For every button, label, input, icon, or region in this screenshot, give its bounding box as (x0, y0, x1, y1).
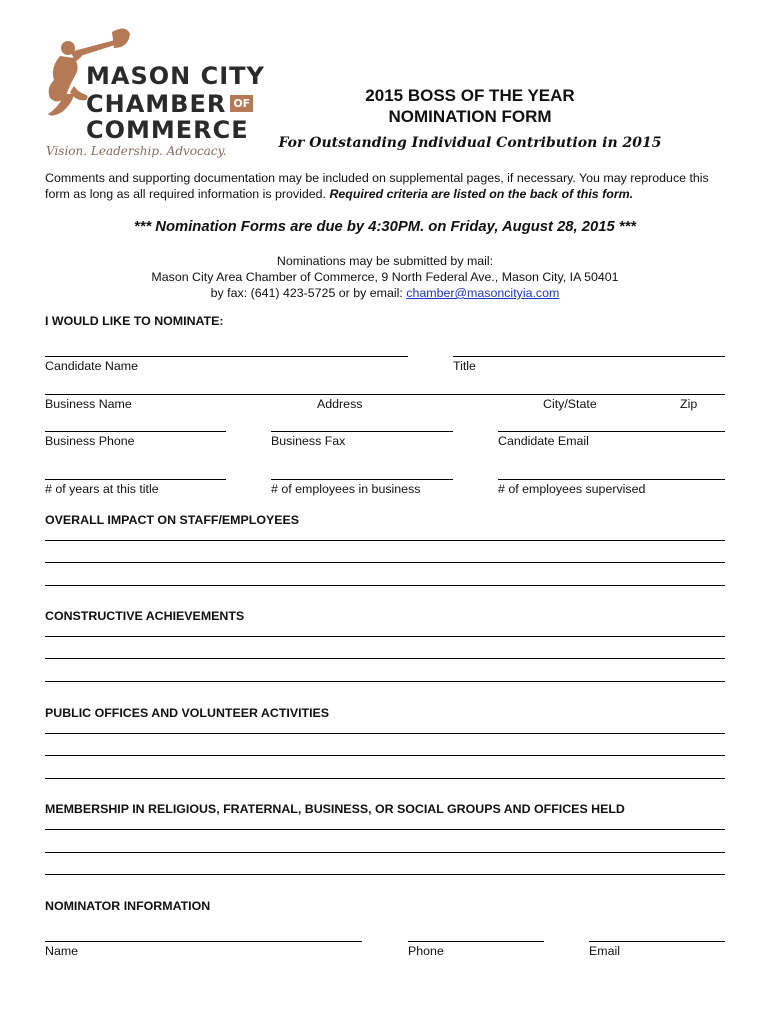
achievements-answer-line[interactable] (45, 658, 725, 659)
address-label: Address (317, 397, 363, 411)
submission-fax: by fax: (641) 423-5725 or by email: (210, 286, 407, 300)
candidate-email-label: Candidate Email (498, 434, 589, 448)
nominator-name-label: Name (45, 944, 79, 958)
business-address-field[interactable] (45, 394, 725, 395)
nominator-name-field[interactable] (45, 941, 362, 942)
intro-text: Comments and supporting documentation may be included on supplemental pages, if necessary. You may reproduce this form as long as all required information is provided. (45, 171, 709, 201)
employees-supervised-label: # of employees supervised (498, 482, 646, 496)
zip-label: Zip (680, 397, 698, 411)
logo-of-badge: OF (230, 95, 253, 112)
submission-line3 (45, 285, 725, 301)
employees-in-business-field[interactable] (271, 479, 453, 480)
impact-answer-line[interactable] (45, 585, 725, 586)
business-phone-field[interactable] (45, 431, 226, 432)
title-label: Title (453, 359, 476, 373)
submission-info (45, 253, 725, 301)
candidate-name-label: Candidate Name (45, 359, 138, 373)
logo-text-line1: MASON CITY (86, 62, 265, 90)
membership-heading: MEMBERSHIP IN RELIGIOUS, FRATERNAL, BUSINESS, OR SOCIAL GROUPS AND OFFICES HELD (45, 802, 625, 816)
nominator-phone-field[interactable] (408, 941, 544, 942)
impact-answer-line[interactable] (45, 540, 725, 541)
public-offices-heading: PUBLIC OFFICES AND VOLUNTEER ACTIVITIES (45, 706, 330, 720)
business-phone-label: Business Phone (45, 434, 135, 448)
membership-answer-line[interactable] (45, 874, 725, 875)
chamber-email-link[interactable]: chamber@masoncityia.com (406, 286, 560, 300)
intro-paragraph (45, 170, 735, 202)
city-state-label: City/State (543, 397, 597, 411)
employees-supervised-field[interactable] (498, 479, 725, 480)
business-name-label: Business Name (45, 397, 132, 411)
achievements-answer-line[interactable] (45, 681, 725, 682)
business-fax-field[interactable] (271, 431, 453, 432)
candidate-name-field[interactable] (45, 356, 408, 357)
nominator-phone-label: Phone (408, 944, 444, 958)
due-date-notice: *** Nomination Forms are due by 4:30PM. on Friday, August 28, 2015 *** (133, 219, 637, 235)
public-offices-answer-line[interactable] (45, 778, 725, 779)
impact-answer-line[interactable] (45, 562, 725, 563)
title-field[interactable] (453, 356, 725, 357)
years-at-title-label: # of years at this title (45, 482, 159, 496)
membership-answer-line[interactable] (45, 852, 725, 853)
nominator-heading: NOMINATOR INFORMATION (45, 899, 211, 913)
form-title-line2: NOMINATION FORM (388, 107, 552, 126)
submission-line1: Nominations may be submitted by mail: (276, 254, 494, 268)
logo-text-line2 (86, 92, 253, 116)
achievements-heading: CONSTRUCTIVE ACHIEVEMENTS (45, 609, 245, 623)
logo-text-line3: COMMERCE (86, 116, 249, 144)
submission-line2: Mason City Area Chamber of Commerce, 9 North Federal Ave., Mason City, IA 50401 (151, 270, 619, 284)
logo-chamber-text: CHAMBER (86, 90, 227, 118)
employees-in-business-label: # of employees in business (271, 482, 421, 496)
achievements-answer-line[interactable] (45, 636, 725, 637)
form-title-line1: 2015 BOSS OF THE YEAR (365, 86, 575, 105)
business-fax-label: Business Fax (271, 434, 346, 448)
candidate-email-field[interactable] (498, 431, 725, 432)
nominator-email-label: Email (589, 944, 620, 958)
public-offices-answer-line[interactable] (45, 733, 725, 734)
years-at-title-field[interactable] (45, 479, 226, 480)
form-subtitle: For Outstanding Individual Contribution in 2015 (278, 135, 662, 151)
nominate-heading: I WOULD LIKE TO NOMINATE: (45, 314, 224, 328)
nominator-email-field[interactable] (589, 941, 725, 942)
intro-emphasis: Required criteria are listed on the back of this form. (329, 187, 634, 201)
public-offices-answer-line[interactable] (45, 755, 725, 756)
logo-tagline: Vision. Leadership. Advocacy. (46, 144, 227, 158)
membership-answer-line[interactable] (45, 829, 725, 830)
impact-heading: OVERALL IMPACT ON STAFF/EMPLOYEES (45, 513, 300, 527)
